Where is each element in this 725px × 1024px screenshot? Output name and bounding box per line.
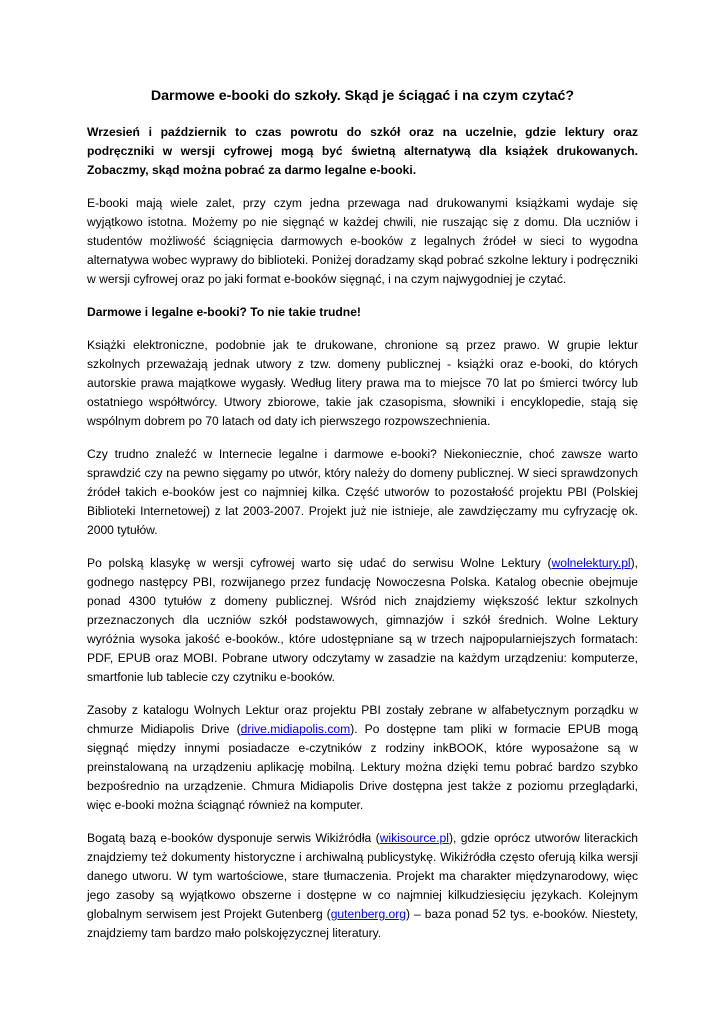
lead-paragraph: Wrzesień i październik to czas powrotu do szkół oraz na uczelnie, gdzie lektury oraz podręczniki w wersji cyfrowej mogą być świetną alternatywą dla książek drukowanych. Zobaczmy, skąd można pobrać za darmo legalne e-booki. bbox=[87, 125, 638, 177]
wikisource-link[interactable]: wikisource.pl bbox=[379, 831, 449, 845]
document-page bbox=[87, 86, 638, 957]
paragraph-4-text-a: Po polską klasykę w wersji cyfrowej warto się udać do serwisu Wolne Lektury ( bbox=[87, 556, 552, 570]
paragraph-5-text-b: ). Po dostępne tam pliki w formacie EPUB mogą sięgnąć między innymi posiadacze e-czytników z rodziny inkBOOK, które wyposażone są w preinstalowaną na urządzeniu aplikację mobilną. Lektury można dzięki temu pobrać bardzo szybko bezpośrednio na urządzenie. Chmura Midiapolis Drive dostępna jest także z poziomu przeglądarki, więc e-booki można ściągnąć również na komputer. bbox=[87, 722, 639, 812]
midiapolis-drive-link[interactable]: drive.midiapolis.com bbox=[240, 722, 351, 736]
paragraph-1: E-booki mają wiele zalet, przy czym jedna przewaga nad drukowanymi książkami wydaje się wyjątkowo istotna. Możemy po nie sięgnąć w każdej chwili, nie ruszając się z domu. Dla uczniów i studentów możliwość ściągnięcia darmowych e-booków z legalnych źródeł w sieci to wygodna alternatywa wobec wyprawy do biblioteki. Poniżej doradzamy skąd pobrać szkolne lektury i podręczniki w wersji cyfrowej oraz po jaki format e-booków sięgnąć, i na czym najwygodniej je czytać. bbox=[87, 196, 638, 286]
paragraph-5-text-a: Zasoby z katalogu Wolnych Lektur oraz projektu PBI zostały zebrane w alfabetycznym porządku w chmurze Midiapolis Drive ( bbox=[87, 703, 638, 736]
gutenberg-link[interactable]: gutenberg.org bbox=[330, 907, 407, 921]
paragraph-4-text-b: ), godnego następcy PBI, rozwijanego przez fundację Nowoczesna Polska. Katalog obecnie obejmuje ponad 4300 tytułów z domeny publicznej. Wśród nich znajdziemy większość lektur szkolnych przeznaczonych dla uczniów szkół podstawowych, gimnazjów i szkół średnich. Wolne Lektury wyróżnia wysoka jakość e-booków., które udostępniane są w trzech najpopularniejszych formatach: PDF, EPUB oraz MOBI. Pobrane utwory odczytamy w zasadzie na każdym urządzeniu: komputerze, smartfonie lub tablecie czy czytniku e-booków. bbox=[87, 556, 638, 684]
paragraph-6-text-a: Bogatą bazą e-booków dysponuje serwis Wikiźródła ( bbox=[87, 831, 380, 845]
paragraph-6-text-c: ) – baza ponad 52 tys. e-booków. Niestety, znajdziemy tam bardzo mało polskojęzycznej literatury. bbox=[87, 907, 638, 940]
page-title: Darmowe e-booki do szkoły. Skąd je ściągać i na czym czytać? bbox=[150, 88, 575, 104]
section-heading: Darmowe i legalne e-booki? To nie takie trudne! bbox=[87, 305, 361, 319]
paragraph-5 bbox=[87, 701, 638, 815]
paragraph-4 bbox=[87, 554, 638, 687]
paragraph-3: Czy trudno znaleźć w Internecie legalne i darmowe e-booki? Niekoniecznie, choć zawsze warto sprawdzić czy na pewno sięgamy po utwór, który należy do domeny publicznej. W sieci sprawdzonych źródeł takich e-booków jest co najmniej kilka. Część utworów to pozostałość projektu PBI (Polskiej Biblioteki Internetowej) z lat 2003-2007. Projekt już nie istnieje, ale zawdzięczamy mu cyfryzację ok. 2000 tytułów. bbox=[87, 447, 638, 537]
paragraph-6-text-b: ), gdzie oprócz utworów literackich znajdziemy też dokumenty historyczne i archiwalną publicystykę. Wikiźródła często oferują kilka wersji danego utworu. W tym wartościowe, stare tłumaczenia. Projekt ma charakter międzynarodowy, więc jego zasoby są wyjątkowo obszerne i dostępne w co najmniej kilkudziesięciu językach. Kolejnym globalnym serwisem jest Projekt Gutenberg ( bbox=[87, 831, 638, 921]
wolnelektury-link[interactable]: wolnelektury.pl bbox=[551, 556, 631, 570]
paragraph-6 bbox=[87, 829, 638, 943]
paragraph-2: Książki elektroniczne, podobnie jak te drukowane, chronione są przez prawo. W grupie lektur szkolnych przeważają jednak utwory z tzw. domeny publicznej - książki oraz e-booki, do których autorskie prawa majątkowe wygasły. Według litery prawa ma to miejsce 70 lat po śmierci twórcy lub ostatniego współtwórcy. Utwory zbiorowe, takie jak czasopisma, słowniki i encyklopedie, stają się wspólnym dobrem po 70 latach od daty ich pierwszego rozpowszechnienia. bbox=[87, 338, 638, 428]
